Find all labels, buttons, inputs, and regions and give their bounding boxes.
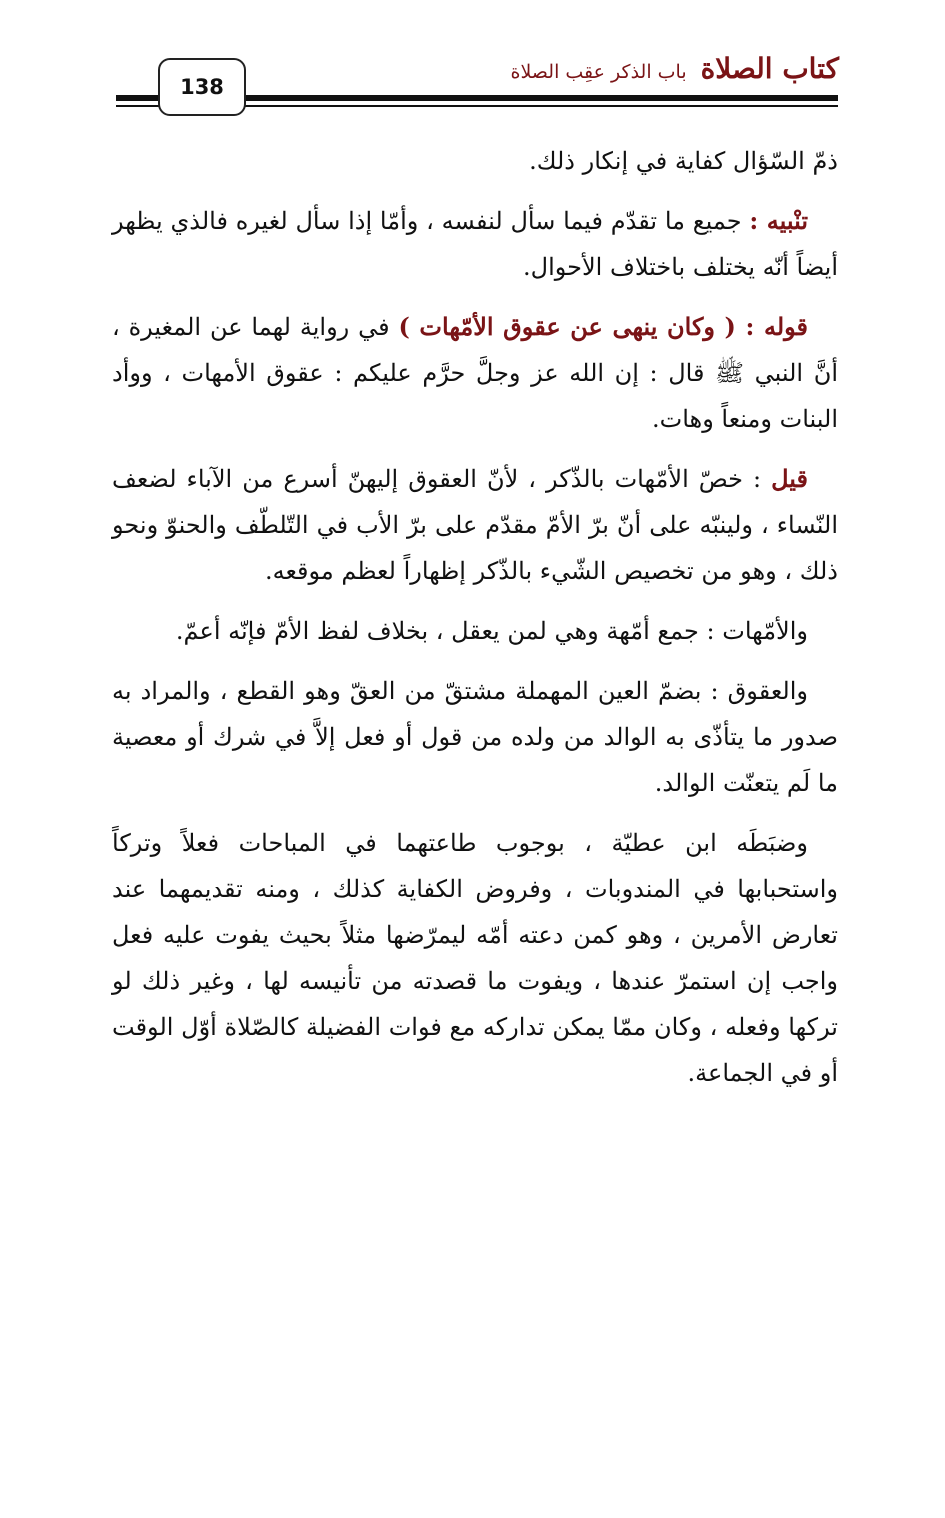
page-content: [112, 138, 838, 1110]
note-label: تنْبيه :: [749, 206, 808, 235]
running-header: [511, 52, 839, 85]
paragraph-7: وضبَطَه ابن عطيّة ، بوجوب طاعتهما في المباحات فعلاً وتركاً واستحبابها في المندوبات ، وفروض الكفاية كذلك ، ومنه تقديمهما عند تعارض الأمرين ، وهو كمن دعته أمّه ليمرّضها مثلاً بحيث يفوت عليه فعل واجب إن استمرّ عندها ، ويفوت ما قصدته من تأنيسه لها ، وغير ذلك لو تركها وفعله ، وكان ممّا يمكن تداركه مع فوات الفضيلة كالصّلاة أوّل الوقت أو في الجماعة.: [112, 829, 838, 1087]
paragraph-6: والعقوق : بضمّ العين المهملة مشتقّ من العقّ وهو القطع ، والمراد به صدور ما يتأذّى به الوالد من ولده من قول أو فعل إلاَّ في شرك أو معصية ما لَم يتعنّت الوالد.: [112, 677, 838, 797]
paragraph-4-text: : خصّ الأمّهات بالذّكر ، لأنّ العقوق إليهنّ أسرع من الآباء لضعف النّساء ، ولينبّه على أنّ برّ الأمّ مقدّم على برّ الأب في التّلطّف والحنوّ ونحو ذلك ، وهو من تخصيص الشّيء بالذّكر إظهاراً لعظم موقعه.: [112, 465, 838, 585]
book-title: كتاب الصلاة: [700, 52, 839, 85]
paragraph-3: [112, 304, 838, 442]
paragraph-5: والأمّهات : جمع أمّهة وهي لمن يعقل ، بخلاف لفظ الأمّ فإنّه أعمّ.: [175, 617, 808, 645]
page-header: [0, 0, 945, 130]
chapter-title: باب الذكر عقِب الصلاة: [510, 61, 687, 83]
paragraph-3-text: في رواية لهما عن المغيرة ، أنَّ النبي ﷺ قال : إن الله عز وجلَّ حرَّم عليكم : عقوق الأمهات ، ووأد البنات ومنعاً وهات.: [112, 313, 838, 433]
page-number: 138: [158, 58, 246, 116]
hadith-quote-heading: قوله : ( وكان ينهى عن عقوق الأمّهات ): [398, 312, 809, 341]
qila-label: قيل: [771, 464, 808, 493]
paragraph-2: [112, 198, 838, 290]
paragraph-4: [112, 456, 838, 594]
paragraph-1: ذمّ السّؤال كفاية في إنكار ذلك.: [529, 147, 838, 175]
paragraph-2-text: جميع ما تقدّم فيما سأل لنفسه ، وأمّا إذا سأل لغيره فالذي يظهر أيضاً أنّه يختلف باختلاف الأحوال.: [112, 207, 838, 281]
